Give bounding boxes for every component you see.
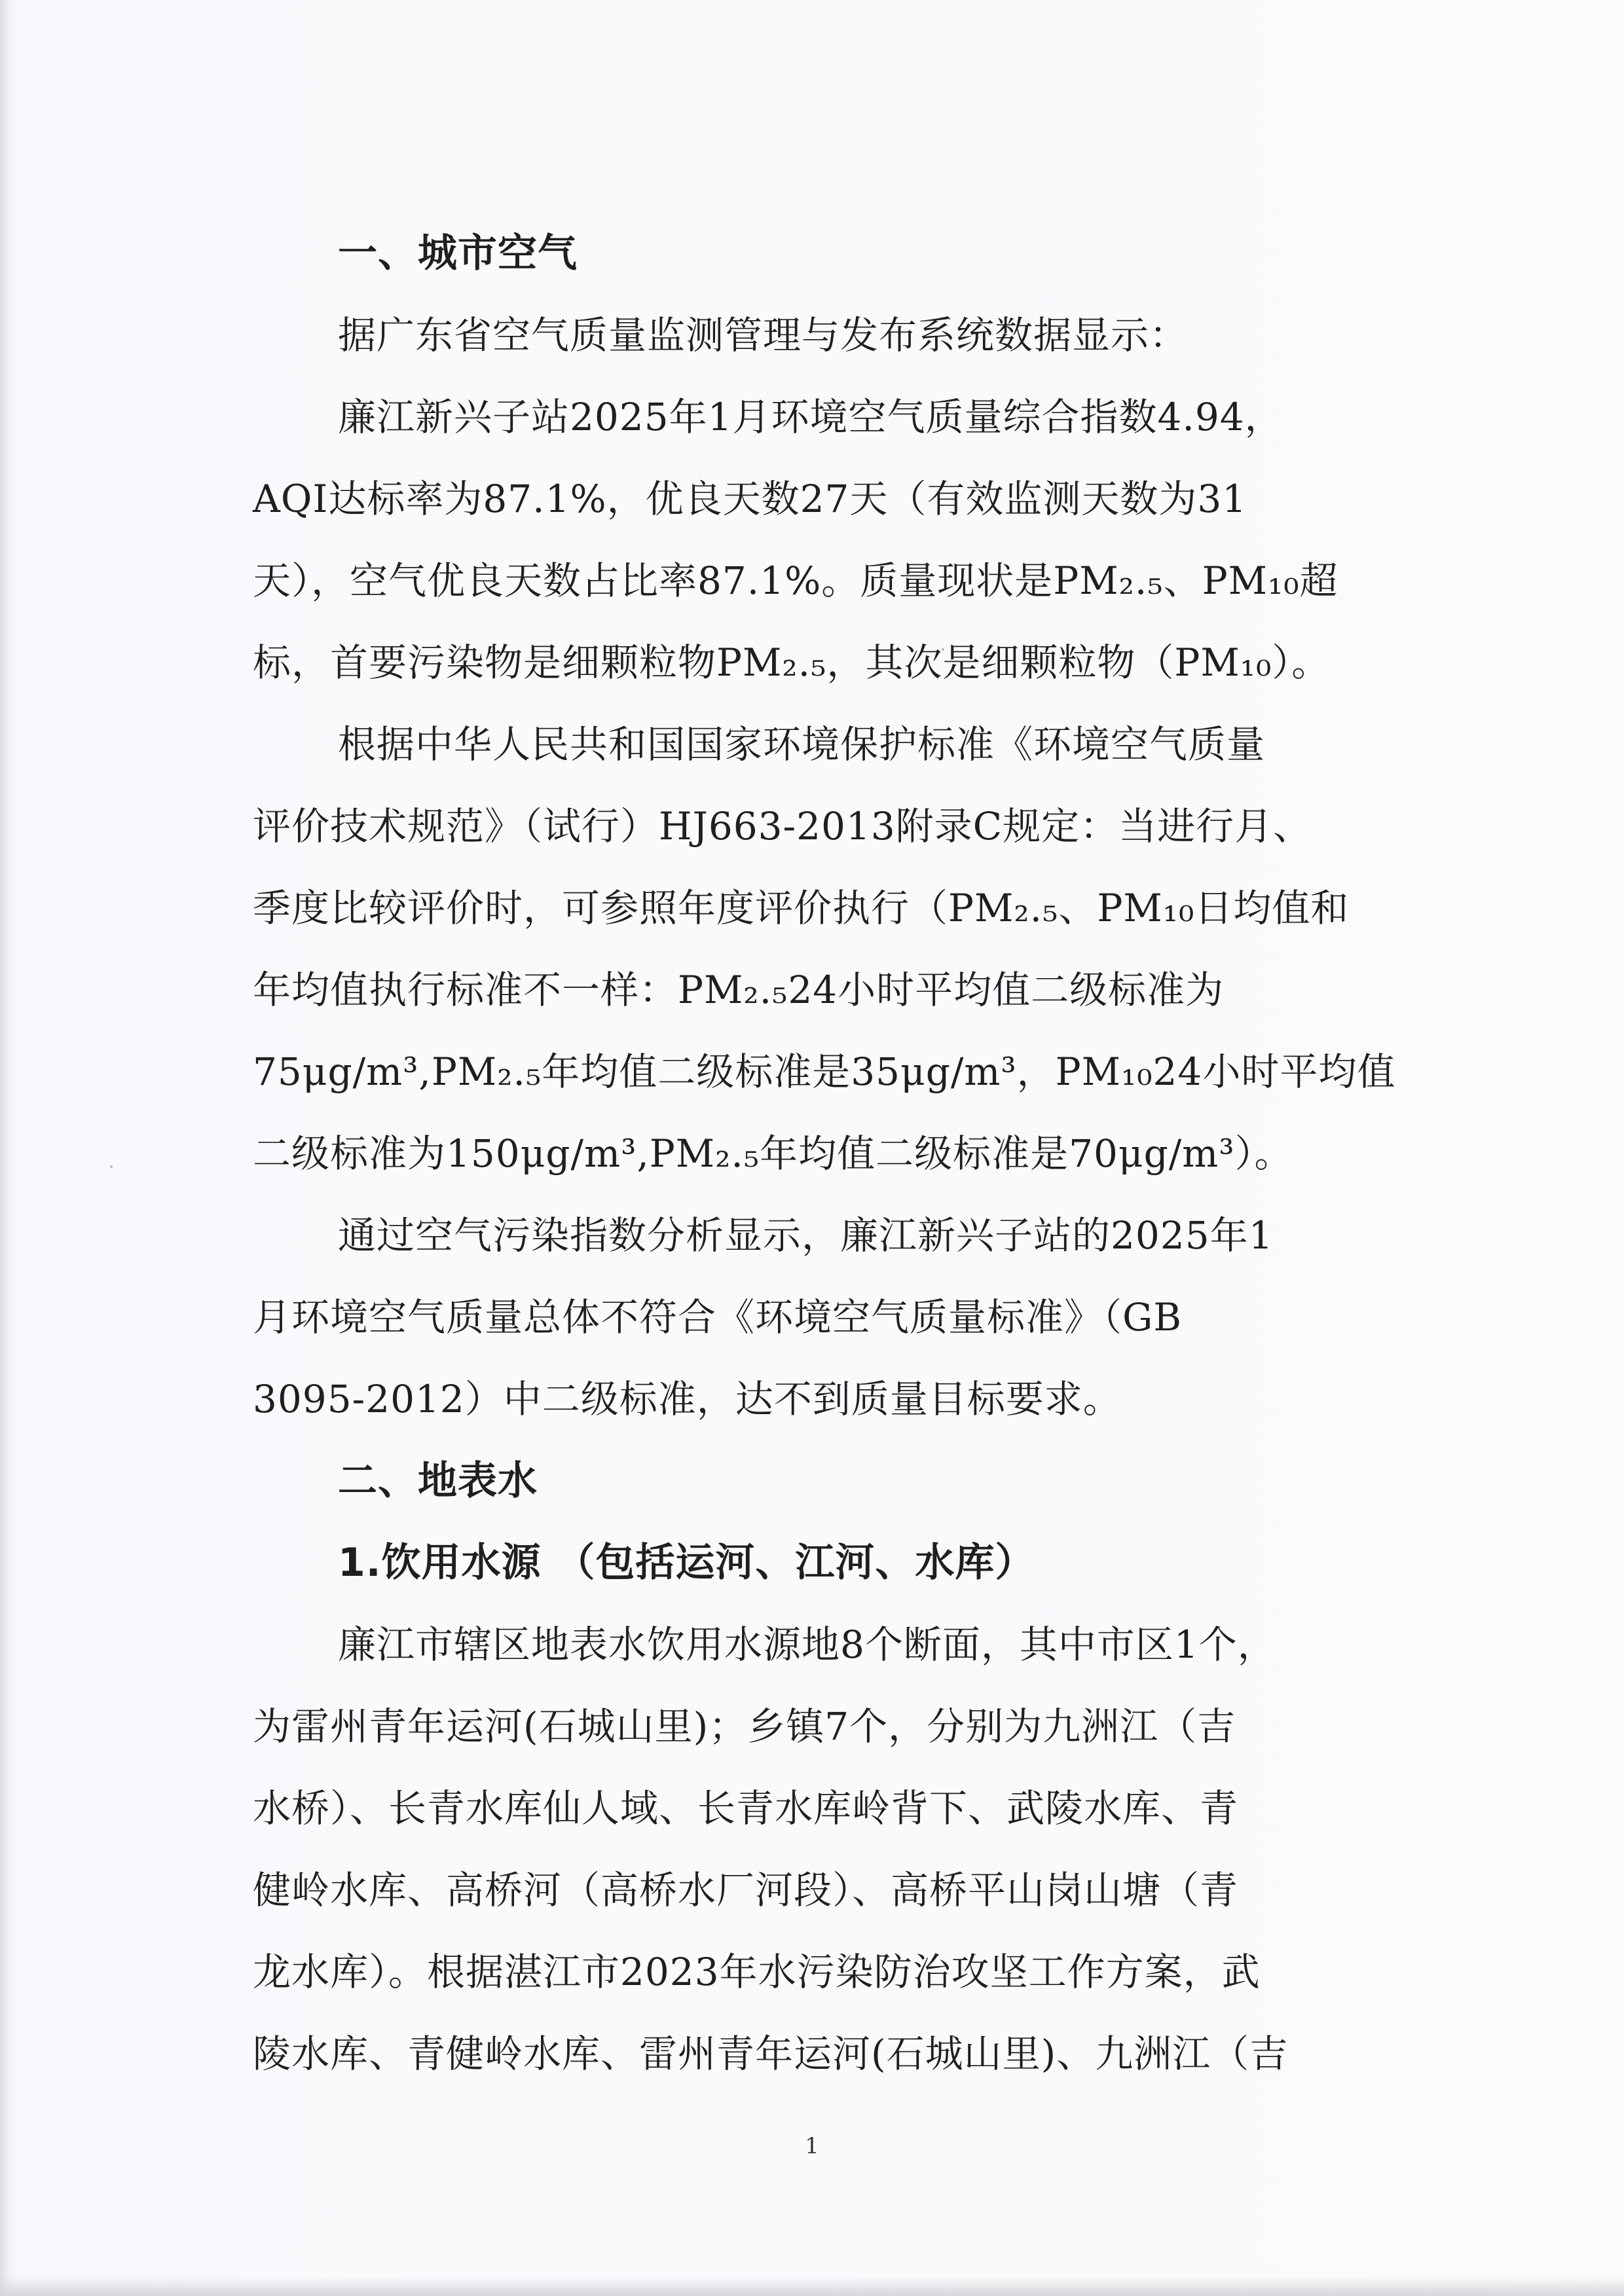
paragraph-line: 为雷州青年运河(石城山里)；乡镇7个，分别为九洲江（吉	[253, 1704, 1236, 1749]
paragraph-line: 通过空气污染指数分析显示，廉江新兴子站的2025年1	[338, 1213, 1274, 1258]
paragraph-line: 季度比较评价时，可参照年度评价执行（PM₂.₅、PM₁₀日均值和	[253, 886, 1350, 930]
paragraph-line: AQI达标率为87.1%，优良天数27天（有效监测天数为31	[253, 477, 1247, 521]
paragraph-line: 廉江新兴子站2025年1月环境空气质量综合指数4.94，	[338, 395, 1283, 439]
paragraph-line: 二级标准为150μg/m³,PM₂.₅年均值二级标准是70μg/m³）。	[253, 1131, 1293, 1176]
paragraph-line: 75μg/m³,PM₂.₅年均值二级标准是35μg/m³，PM₁₀24小时平均值	[253, 1049, 1396, 1094]
scan-speck	[110, 1165, 113, 1168]
paragraph-line: 标，首要污染物是细颗粒物PM₂.₅，其次是细颗粒物（PM₁₀）。	[253, 640, 1331, 685]
subsection-heading-drinking-water: 1.饮用水源 （包括运河、江河、水库）	[338, 1540, 1035, 1586]
paragraph-line: 评价技术规范》（试行）HJ663-2013附录C规定：当进行月、	[253, 804, 1312, 848]
paragraph-line: 廉江市辖区地表水饮用水源地8个断面，其中市区1个，	[338, 1622, 1276, 1667]
paragraph-line: 天），空气优良天数占比率87.1%。质量现状是PM₂.₅、PM₁₀超	[253, 558, 1338, 603]
paragraph-line: 健岭水库、高桥河（高桥水厂河段）、高桥平山岗山塘（青	[253, 1868, 1239, 1912]
section-heading-water: 二、地表水	[338, 1458, 538, 1504]
section-heading-air: 一、城市空气	[338, 230, 578, 276]
document-body	[253, 213, 1396, 2095]
paragraph-line: 据广东省空气质量监测管理与发布系统数据显示：	[338, 313, 1189, 357]
scan-edge	[0, 2276, 1624, 2296]
paragraph-line: 年均值执行标准不一样：PM₂.₅24小时平均值二级标准为	[253, 968, 1225, 1012]
paragraph-line: 月环境空气质量总体不符合《环境空气质量标准》（GB	[253, 1295, 1182, 1339]
paragraph-line: 龙水库）。根据湛江市2023年水污染防治攻坚工作方案，武	[253, 1950, 1261, 1994]
paragraph-line: 水桥）、长青水库仙人域、长青水库岭背下、武陵水库、青	[253, 1786, 1239, 1831]
paragraph-line: 3095-2012）中二级标准，达不到质量目标要求。	[253, 1377, 1122, 1421]
paragraph-line: 根据中华人民共和国国家环境保护标准《环境空气质量	[338, 722, 1266, 767]
page-number: 1	[805, 2133, 819, 2159]
paragraph-line: 陵水库、青健岭水库、雷州青年运河(石城山里)、九洲江（吉	[253, 2032, 1289, 2076]
